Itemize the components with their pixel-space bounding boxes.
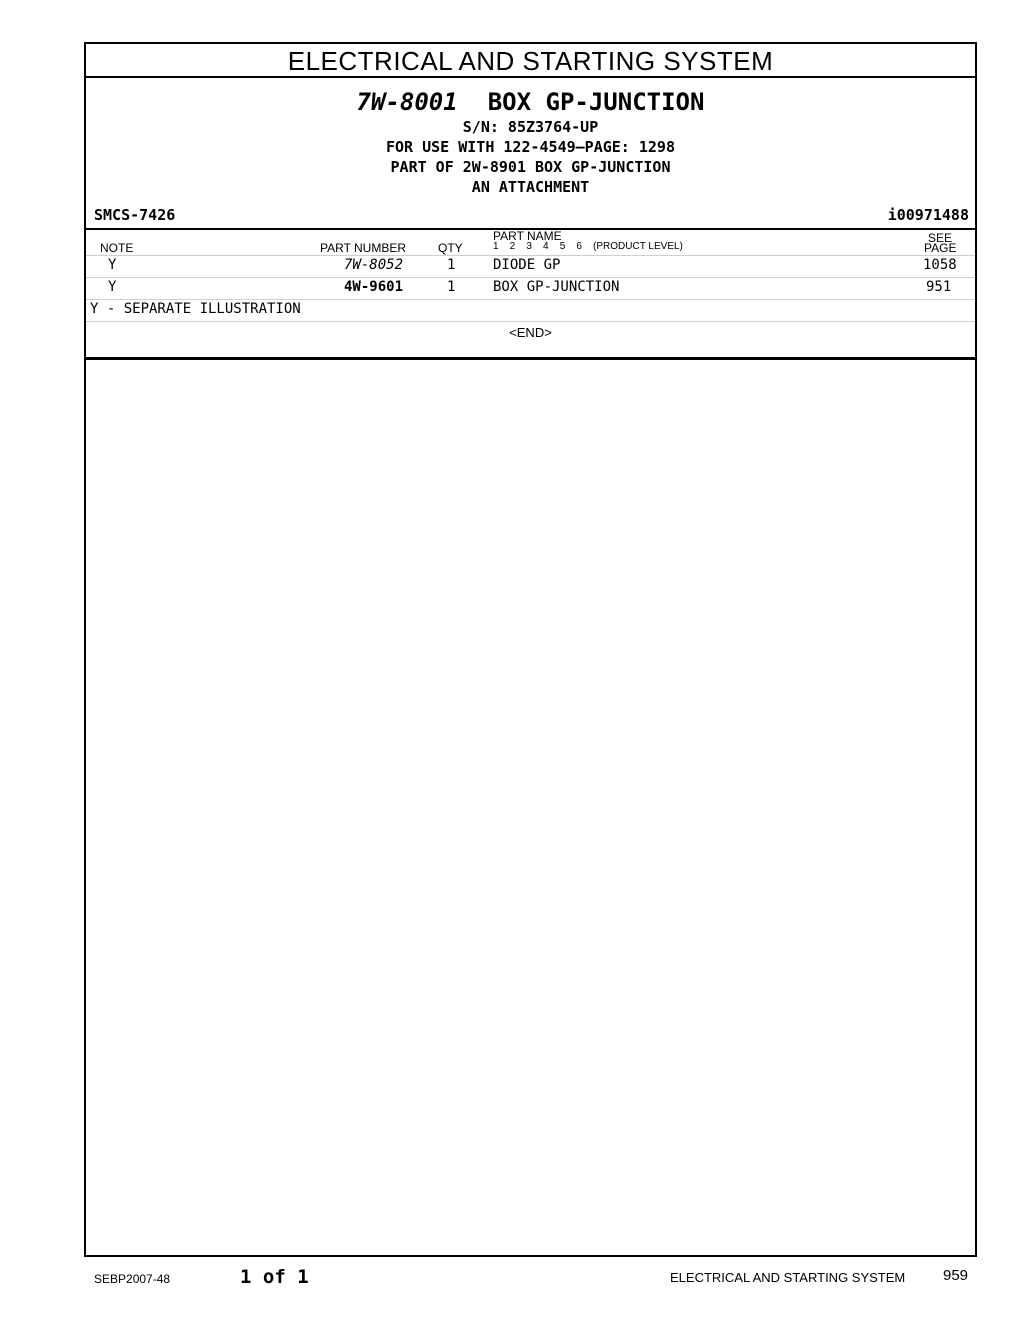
col-note: NOTE (100, 241, 134, 255)
attachment-line: AN ATTACHMENT (471, 178, 590, 196)
use-with-line: FOR USE WITH 122-4549—PAGE: 1298 (386, 138, 675, 156)
row2-note: Y (108, 279, 117, 295)
col-part-name: PART NAME (493, 229, 562, 243)
section-title: ELECTRICAL AND STARTING SYSTEM (86, 44, 975, 78)
divider (86, 299, 975, 300)
legend-note: Y - SEPARATE ILLUSTRATION (90, 301, 301, 317)
col-part-number: PART NUMBER (320, 241, 407, 255)
group-heading (86, 88, 975, 116)
row2-see-page: 951 (926, 279, 952, 295)
col-product-levels: 1 2 3 4 5 6 (PRODUCT LEVEL) (493, 241, 683, 252)
row1-part-number: 7W-8052 (344, 257, 404, 273)
row2-part-number: 4W-9601 (344, 279, 404, 295)
smcs-code: SMCS-7426 (94, 206, 176, 224)
part-of-line: PART OF 2W-8901 BOX GP-JUNCTION (390, 158, 671, 176)
footer-page-number: 959 (943, 1267, 969, 1284)
group-part-number: 7W-8001 (356, 88, 458, 116)
row1-part-name: DIODE GP (493, 257, 561, 273)
col-see: SEE (928, 231, 953, 245)
divider (86, 357, 975, 360)
col-page: PAGE (924, 241, 957, 255)
end-marker: <END> (509, 325, 552, 340)
page-frame (84, 42, 977, 1257)
illustration-id: i00971488 (887, 206, 969, 224)
row1-see-page: 1058 (923, 257, 957, 273)
group-part-name: BOX GP-JUNCTION (487, 88, 705, 116)
row1-note: Y (108, 257, 117, 273)
row2-part-name: BOX GP-JUNCTION (493, 279, 620, 295)
row2-qty: 1 (447, 279, 456, 295)
footer-doc-id: SEBP2007-48 (94, 1272, 171, 1286)
col-qty: QTY (438, 241, 463, 255)
divider (86, 255, 975, 256)
footer-section: ELECTRICAL AND STARTING SYSTEM (670, 1270, 906, 1285)
row1-qty: 1 (447, 257, 456, 273)
divider (86, 277, 975, 278)
serial-number: S/N: 85Z3764-UP (462, 118, 599, 136)
footer-page-of: 1 of 1 (240, 1266, 309, 1288)
divider (86, 321, 975, 322)
